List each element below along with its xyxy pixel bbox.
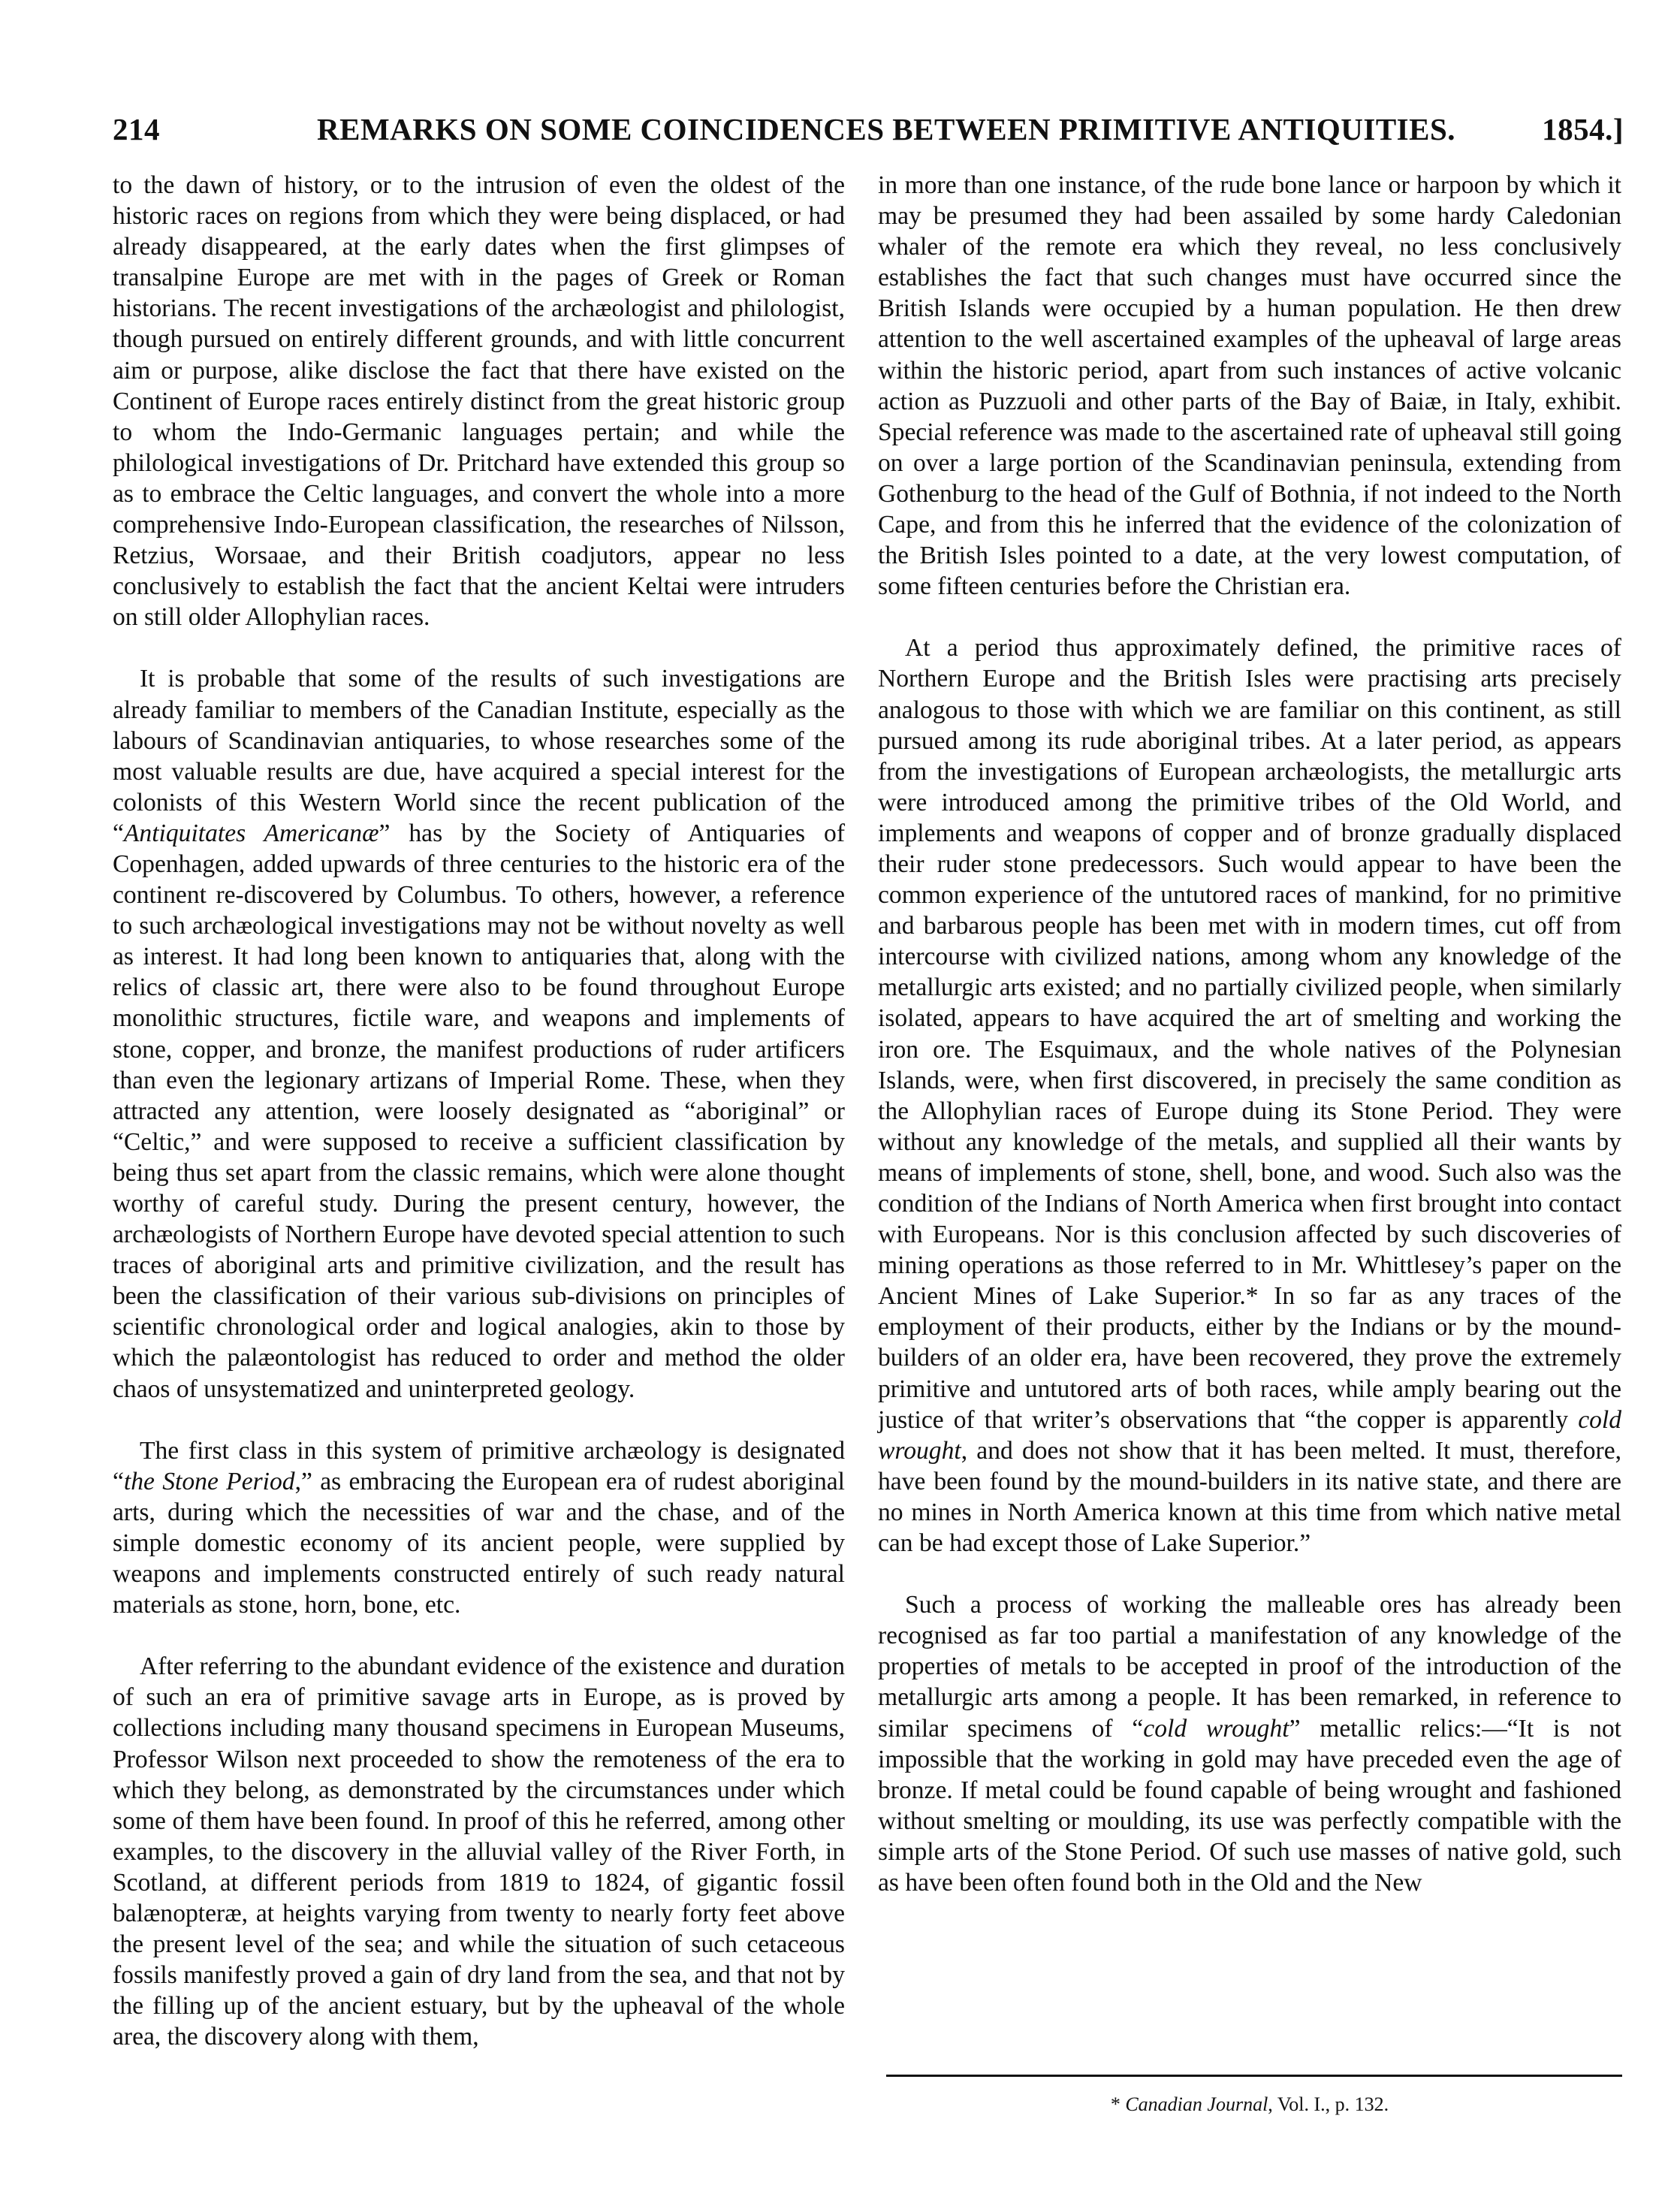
running-header [113, 111, 1624, 156]
text-run: Such a process of working the malleable ores has already been recognised as far too partial a manifestation of any knowledge of the properties of metals to be accepted in proof of the introduction of the metallurgic arts among a people. It has been remarked, in reference to similar specimens of “ [878, 1591, 1621, 1743]
paragraph: to the dawn of history, or to the intrusion of even the oldest of the historic races on regions from which they were being displaced, or had already disappeared, at the early dates when the first glimpses of transalpine Europe are met with in the pages of Greek or Roman historians. The recent investigations of the archæologist and philologist, though pursued on entirely different grounds, and with little concurrent aim or purpose, alike disclose the fact that there have existed on the Continent of Europe races entirely distinct from the great historic group to whom the Indo-Germanic languages pertain; and while the philological investigations of Dr. Pritchard have extended this group so as to embrace the Celtic languages, and convert the whole into a more comprehensive Indo-European classification, the researches of Nilsson, Retzius, Worsaae, and their British coadjutors, appear no less conclusively to establish the fact that the ancient Keltai were intruders on still older Allophylian races. [113, 171, 845, 632]
text-run: It is probable that some of the results of such investigations are already familiar to members of the Canadian Institute, especially as the labours of Scandinavian antiquaries, to whose researches some of the most valuable results are due, have acquired a special interest for the colonists of this Western World since the recent publication of the “ [113, 665, 845, 847]
italic-term: cold wrought [878, 1405, 1621, 1465]
right-column [878, 170, 1621, 1929]
paragraph [113, 663, 845, 1404]
footnote-journal: Canadian Journal [1125, 2093, 1268, 2115]
header-year: 1854.] [1542, 112, 1624, 146]
italic-term: the Stone Period [123, 1467, 295, 1495]
text-run: , and does not show that it has been melted. It must, therefore, have been found by the mound-builders in its native state, and there are no mines in North America known at this time from which native metal can be had except those of Lake Superior.” [878, 1436, 1621, 1558]
running-title: REMARKS ON SOME COINCIDENCES BETWEEN PRIMITIVE ANTIQUITIES. [317, 112, 1456, 146]
italic-term: cold wrought [1143, 1714, 1289, 1743]
footnote [878, 2093, 1621, 2116]
text-run: ,” as embracing the European era of rudest aboriginal arts, during which the necessities of war and the chase, and of the simple domestic economy of its ancient people, were supplied by weapons and implements constructed entirely of such ready natural materials as stone, horn, bone, etc. [113, 1467, 845, 1619]
paragraph [878, 1589, 1621, 1898]
footnote-text: , Vol. I., p. 132. [1268, 2093, 1389, 2115]
page-number: 214 [113, 112, 160, 146]
left-column [113, 170, 845, 2083]
paragraph: in more than one instance, of the rude bone lance or harpoon by which it may be presumed they had been assailed by some hardy Caledonian whaler of the remote era which they reveal, no less conclusively establishes the fact that such changes must have occurred since the British Islands were occupied by a human population. He then drew attention to the well ascertained examples of the upheaval of large areas within the historic period, apart from such instances of active volcanic action as Puzzuoli and other parts of the Bay of Baiæ, in Italy, exhibit. Special reference was made to the ascertained rate of upheaval still going on over a large portion of the Scandinavian peninsula, extending from Gothenburg to the head of the Gulf of Bothnia, if not indeed to the North Cape, and from this he inferred that the evidence of the colonization of the British Isles pointed to a date, at the very lowest computation, of some fifteen centuries before the Christian era. [878, 171, 1621, 601]
paragraph [113, 1435, 845, 1621]
text-run: ” metallic relics:—“It is not impossible that the working in gold may have preceded even the age of bronze. If metal could be found capable of being wrought and fashioned without smelting or moulding, its use was perfectly compatible with the simple arts of the Stone Period. Of such use masses of native gold, such as have been often found both in the Old and the New [878, 1714, 1622, 1897]
text-run: ” has by the Society of Antiquaries of Copenhagen, added upwards of three centuries to the historic era of the continent re-discovered by Columbus. To others, however, a reference to such archæological investigations may not be without novelty as well as interest. It had long been known to antiquaries that, along with the relics of classic art, there were also to be found throughout Europe monolithic structures, fictile ware, and weapons and implements of stone, copper, and bronze, the manifest productions of ruder artificers than even the legionary artizans of Imperial Rome. These, when they attracted any attention, were loosely designated as “aboriginal” or “Celtic,” and were supposed to receive a sufficient classification by being thus set apart from the classic remains, which were alone thought worthy of careful study. During the present century, however, the archæologists of Northern Europe have devoted special attention to such traces of aboriginal arts and primitive civilization, and the result has been the classification of their various sub-divisions on principles of scientific chronological order and logical analogies, akin to those by which the palæontologist has reduced to order and method the older chaos of unsystematized and uninterpreted geology. [113, 819, 845, 1403]
footnote-rule [886, 2075, 1622, 2077]
paragraph: After referring to the abundant evidence of the existence and duration of such an era of primitive savage arts in Europe, as is proved by collections including many thousand specimens in European Museums, Professor Wilson next proceeded to show the remoteness of the era to which they belong, as demonstrated by the circumstances under which some of them have been found. In proof of this he referred, among other examples, to the discovery in the alluvial valley of the River Forth, in Scotland, at different periods from 1819 to 1824, of gigantic fossil balænopteræ, at heights varying from twenty to nearly forty feet above the present level of the sea; and while the situation of such cetaceous fossils manifestly proved a gain of dry land from the sea, and that not by the filling up of the ancient estuary, but by the upheaval of the whole area, the discovery along with them, [113, 1652, 845, 2051]
footnote-marker: * [1110, 2093, 1126, 2115]
italic-title: Antiquitates Americanæ [123, 819, 379, 847]
text-run: The first class in this system of primitive archæology is designated “ [113, 1436, 845, 1495]
text-run: At a period thus approximately defined, the primitive races of Northern Europe and the British Isles were practising arts precisely analogous to those with which we are familiar on this continent, as still pursued among its rude aboriginal tribes. At a later period, as appears from the investigations of European archæologists, the metallurgic arts were introduced among the primitive tribes of the Old World, and implements and weapons of copper and of bronze gradually displaced their ruder stone predecessors. Such would appear to have been the common experience of the untutored races of mankind, for no primitive and barbarous people has been met with in modern times, cut off from intercourse with civilized nations, among whom any knowledge of the metallurgic arts existed; and no partially civilized people, when similarly isolated, appears to have acquired the art of smelting and working the iron ore. The Esquimaux, and the whole natives of the Polynesian Islands, were, when first discovered, in precisely the same condition as the Allophylian races of Europe duing its Stone Period. They were without any knowledge of the metals, and supplied all their wants by means of implements of stone, shell, bone, and wood. Such also was the condition of the Indians of North America when first brought into contact with Europeans. Nor is this conclusion affected by such discoveries of mining operations as those referred to in Mr. Whittlesey’s paper on the Ancient Mines of Lake Superior.* In so far as any traces of the employment of their products, either by the Indians or by the mound-builders of an older era, have been recovered, they prove the extremely primitive and untutored arts of both races, while amply bearing out the justice of that writer’s observations that “the copper is apparently [878, 634, 1621, 1434]
paragraph [878, 632, 1621, 1559]
